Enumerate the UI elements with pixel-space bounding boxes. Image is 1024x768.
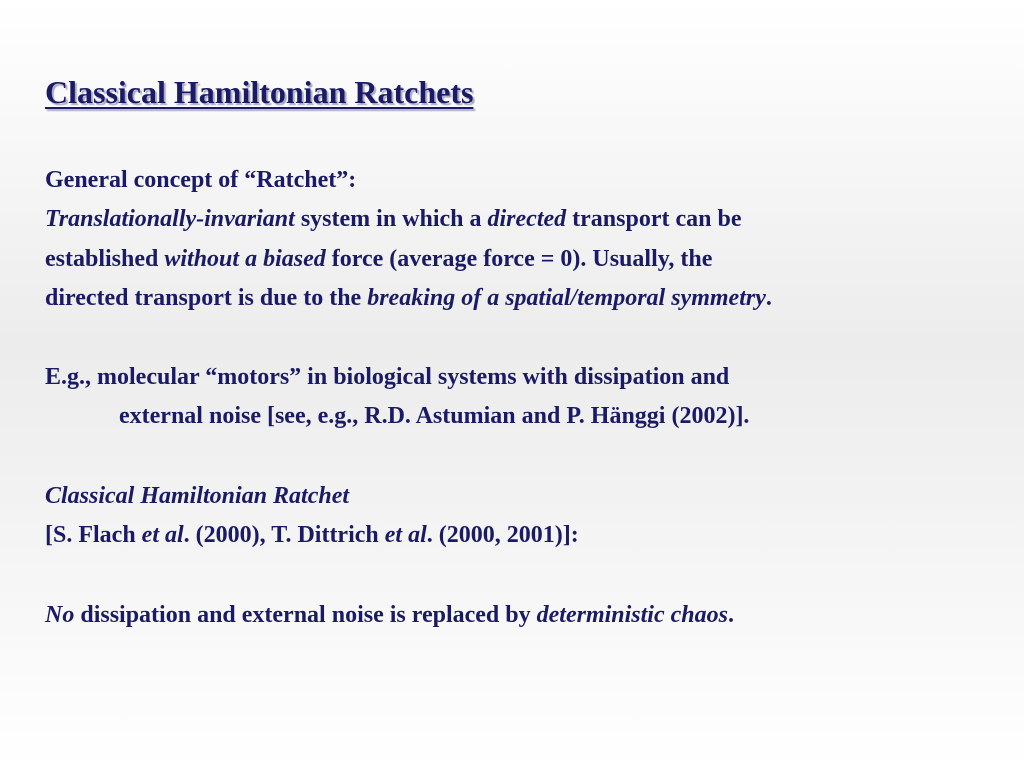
hamiltonian-ratchet-heading bbox=[45, 481, 349, 511]
definition-emphasis: breaking of a spatial/temporal symmetry bbox=[367, 285, 766, 311]
definition-line-1 bbox=[45, 204, 741, 234]
reference-text: . (2000, 2001)]: bbox=[426, 522, 579, 548]
slide bbox=[45, 0, 1005, 768]
reference-emphasis: et al bbox=[384, 522, 427, 548]
definition-text: established bbox=[45, 246, 165, 272]
definition-line-3 bbox=[45, 283, 772, 313]
hamiltonian-ratchet-title: Classical Hamiltonian Ratchet bbox=[45, 483, 350, 509]
definition-text: directed transport is due to the bbox=[45, 285, 368, 311]
example-line-2: external noise [see, e.g., R.D. Astumian and P. Hänggi (2002)]. bbox=[119, 403, 750, 429]
definition-text: system in which a bbox=[294, 206, 488, 232]
conclusion-text: . bbox=[727, 602, 734, 628]
definition-text: transport can be bbox=[566, 206, 742, 232]
conclusion-emphasis: No bbox=[45, 602, 75, 628]
definition-text: force (average force = 0). Usually, the bbox=[325, 246, 713, 272]
slide-title: Classical Hamiltonian Ratchets bbox=[45, 74, 474, 110]
example-line-1: E.g., molecular “motors” in biological systems with dissipation and bbox=[45, 364, 730, 390]
conclusion-line bbox=[45, 600, 734, 630]
definition-line-2 bbox=[45, 244, 712, 274]
reference-emphasis: et al bbox=[141, 522, 184, 548]
reference-text: . (2000), T. Dittrich bbox=[183, 522, 385, 548]
conclusion-emphasis: deterministic chaos bbox=[536, 602, 728, 628]
definition-emphasis: directed bbox=[487, 206, 567, 232]
reference-line bbox=[45, 520, 579, 550]
definition-emphasis: Translationally-invariant bbox=[45, 206, 295, 232]
definition-text: . bbox=[765, 285, 772, 311]
concept-heading: General concept of “Ratchet”: bbox=[45, 167, 357, 193]
reference-text: [S. Flach bbox=[45, 522, 142, 548]
definition-emphasis: without a biased bbox=[164, 246, 326, 272]
conclusion-text: dissipation and external noise is replaced by bbox=[74, 602, 537, 628]
